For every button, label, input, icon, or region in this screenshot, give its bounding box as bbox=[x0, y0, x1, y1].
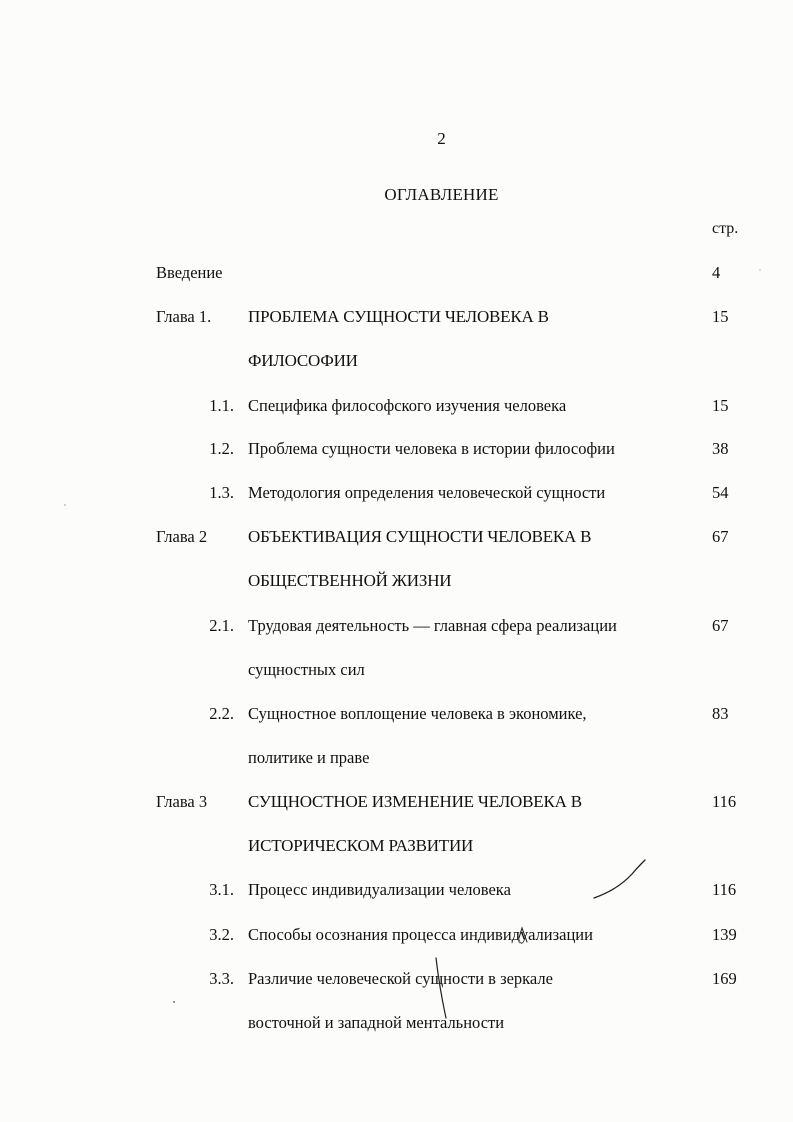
toc-entry-number: 2.1. bbox=[209, 616, 234, 635]
toc-entry-number: 3.2. bbox=[209, 925, 234, 944]
toc-entry-chapter-1 bbox=[0, 302, 793, 332]
toc-entry-title: Сущностное воплощение человека в экономике, bbox=[248, 704, 587, 723]
toc-entry-section-3-1 bbox=[0, 875, 793, 905]
toc-entry-chapter-2-continued bbox=[0, 566, 793, 596]
toc-entry-page: 67 bbox=[712, 527, 729, 546]
toc-entry-section-2-1 bbox=[0, 611, 793, 641]
toc-entry-title: СУЩНОСТНОЕ ИЗМЕНЕНИЕ ЧЕЛОВЕКА В bbox=[248, 792, 582, 811]
toc-entry-label: Введение bbox=[156, 263, 223, 282]
toc-entry-section-2-2 bbox=[0, 699, 793, 729]
toc-entry-section-1-3 bbox=[0, 478, 793, 508]
toc-entry-chapter-3-continued bbox=[0, 831, 793, 861]
toc-entry-introduction bbox=[0, 258, 793, 288]
toc-entry-page: 15 bbox=[712, 307, 729, 326]
toc-entry-page: 15 bbox=[712, 396, 729, 415]
toc-entry-title: Методология определения человеческой сущности bbox=[248, 483, 606, 502]
toc-entry-title: Трудовая деятельность — главная сфера реализации bbox=[248, 616, 617, 635]
toc-entry-page: 83 bbox=[712, 704, 729, 723]
toc-entry-number: 1.3. bbox=[209, 483, 234, 502]
toc-entry-title: Способы осознания процесса индивидуализации bbox=[248, 925, 593, 944]
toc-entry-page: 116 bbox=[712, 880, 737, 899]
pages-column-header: стр. bbox=[712, 220, 739, 237]
toc-entry-number: 2.2. bbox=[209, 704, 234, 723]
toc-entry-label: Глава 1. bbox=[156, 307, 212, 326]
toc-entry-section-3-3-continued bbox=[0, 1008, 793, 1038]
toc-entry-section-2-1-continued bbox=[0, 655, 793, 685]
toc-entry-chapter-3 bbox=[0, 787, 793, 817]
toc-entry-section-3-3 bbox=[0, 964, 793, 994]
toc-entry-section-1-1 bbox=[0, 391, 793, 421]
toc-entry-page: 116 bbox=[712, 792, 737, 811]
toc-entry-title: Проблема сущности человека в истории философии bbox=[248, 439, 615, 458]
toc-entry-page: 67 bbox=[712, 616, 729, 635]
toc-entry-title: ИСТОРИЧЕСКОМ РАЗВИТИИ bbox=[248, 836, 474, 855]
toc-entry-chapter-2 bbox=[0, 522, 793, 552]
toc-entry-page: 38 bbox=[712, 439, 729, 458]
toc-entry-title: Специфика философского изучения человека bbox=[248, 396, 567, 415]
toc-entry-title: ОБЩЕСТВЕННОЙ ЖИЗНИ bbox=[248, 571, 452, 590]
toc-entry-page: 169 bbox=[712, 969, 737, 988]
toc-entry-title: ФИЛОСОФИИ bbox=[248, 351, 358, 370]
toc-entry-title: Различие человеческой сущности в зеркале bbox=[248, 969, 553, 988]
toc-entry-title: ОБЪЕКТИВАЦИЯ СУЩНОСТИ ЧЕЛОВЕКА В bbox=[248, 527, 592, 546]
toc-entry-section-2-2-continued bbox=[0, 743, 793, 773]
toc-entry-number: 1.2. bbox=[209, 439, 234, 458]
toc-entry-section-1-2 bbox=[0, 434, 793, 464]
toc-entry-number: 1.1. bbox=[209, 396, 234, 415]
toc-entry-page: 139 bbox=[712, 925, 737, 944]
page-number: 2 bbox=[437, 129, 446, 148]
toc-entry-number: 3.1. bbox=[209, 880, 234, 899]
toc-entry-title: восточной и западной ментальности bbox=[248, 1013, 505, 1032]
toc-entry-page: 4 bbox=[712, 263, 721, 282]
toc-entry-chapter-1-continued bbox=[0, 346, 793, 376]
toc-entry-page: 54 bbox=[712, 483, 729, 502]
toc-entry-title: Процесс индивидуализации человека bbox=[248, 880, 511, 899]
toc-entry-title: ПРОБЛЕМА СУЩНОСТИ ЧЕЛОВЕКА В bbox=[248, 307, 549, 326]
toc-entry-title: сущностных сил bbox=[248, 660, 365, 679]
scan-speck bbox=[173, 1001, 175, 1003]
toc-entry-label: Глава 2 bbox=[156, 527, 208, 546]
toc-entry-number: 3.3. bbox=[209, 969, 234, 988]
toc-entry-label: Глава 3 bbox=[156, 792, 208, 811]
toc-title: ОГЛАВЛЕНИЕ bbox=[384, 185, 499, 204]
toc-entry-title: политике и праве bbox=[248, 748, 370, 767]
toc-entry-section-3-2 bbox=[0, 920, 793, 950]
